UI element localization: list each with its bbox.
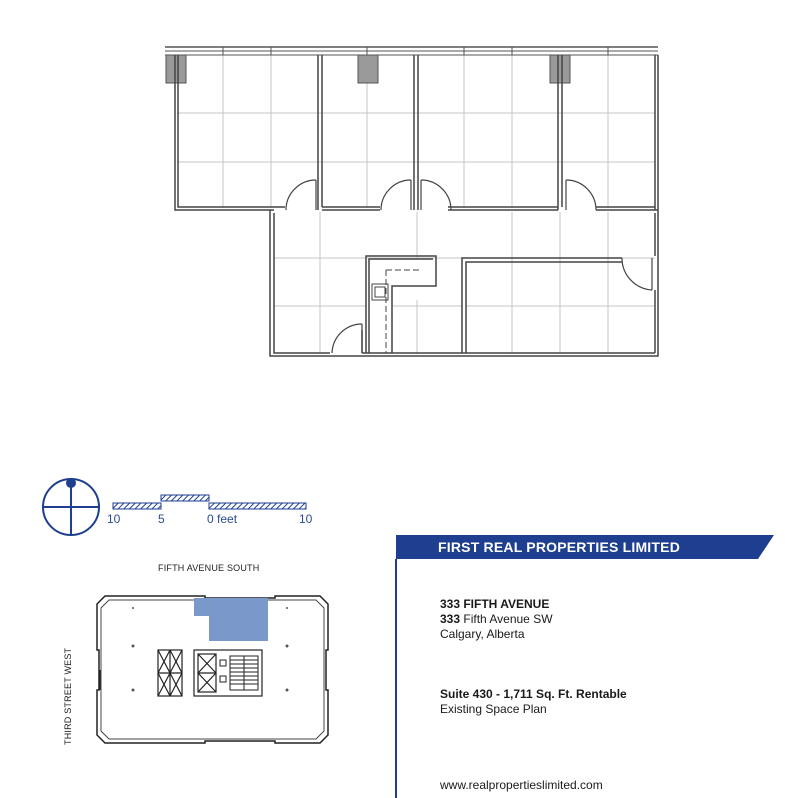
scale-label-10-right: 10 [299, 512, 313, 526]
property-name: 333 FIFTH AVENUE [440, 597, 550, 611]
company-banner [396, 535, 774, 559]
scale-label-0-feet: 0 feet [207, 512, 238, 526]
suite-highlight [194, 598, 268, 641]
address-street: Fifth Avenue SW [460, 612, 553, 626]
scale-label-10-left: 10 [107, 512, 121, 526]
doors [286, 180, 652, 353]
scale-bar [108, 490, 313, 512]
kitchenette-fixtures [372, 270, 422, 353]
website-link[interactable]: www.realpropertieslimited.com [440, 778, 603, 792]
north-arrow-icon [40, 476, 102, 538]
window-wall [165, 47, 658, 55]
property-address [440, 612, 553, 627]
suite-subtitle: Existing Space Plan [440, 702, 547, 716]
ceiling-grid [177, 55, 655, 354]
scale-label-5: 5 [158, 512, 165, 526]
suite-title: Suite 430 - 1,711 Sq. Ft. Rentable [440, 687, 627, 701]
suite-info [440, 687, 627, 717]
building-key-plan [90, 590, 335, 750]
address-number: 333 [440, 612, 461, 626]
property-city: Calgary, Alberta [440, 627, 525, 641]
columns [166, 55, 570, 83]
property-info [440, 597, 553, 642]
company-name: FIRST REAL PROPERTIES LIMITED [438, 539, 681, 555]
street-label-fifth-avenue: FIFTH AVENUE SOUTH [158, 563, 260, 573]
street-label-third-street: THIRD STREET WEST [63, 647, 73, 745]
info-divider-line [395, 559, 397, 798]
